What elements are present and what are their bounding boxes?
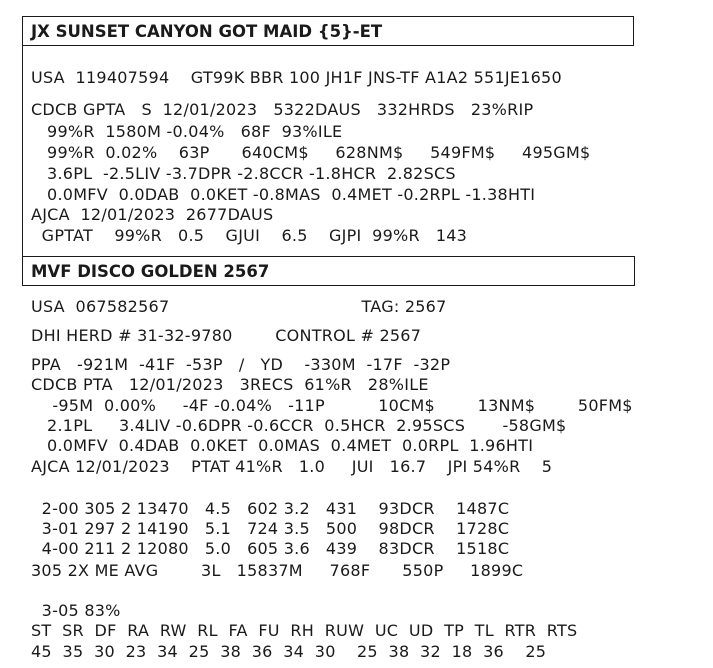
cow-health-line: 2.1PL 3.4LIV -0.6DPR -0.6CCR 0.5HCR 2.95SCS -58GM$ [31, 416, 567, 435]
classification-score: 3-05 83% [31, 601, 121, 620]
cow-production-line: -95M 0.00% -4F -0.04% -11P 10CM$ 13NM$ 50FM$ [31, 396, 633, 415]
lactation-row: 3-01 297 2 14190 5.1 724 3.5 500 98DCR 1728C [31, 519, 510, 538]
lactation-row: 4-00 211 2 12080 5.0 605 3.6 439 83DCR 1518C [31, 539, 510, 558]
sire-gptat-line: GPTAT 99%R 0.5 GJUI 6.5 GJPI 99%R 143 [31, 226, 468, 245]
cow-herd-line: DHI HERD # 31-32-9780 CONTROL # 2567 [31, 326, 422, 345]
sire-ajca-line: AJCA 12/01/2023 2677DAUS [31, 205, 274, 224]
linear-traits-values: 45 35 30 23 34 25 38 36 34 30 25 38 32 18 36 25 [31, 642, 547, 661]
sire-production-line: 99%R 1580M -0.04% 68F 93%ILE [31, 122, 343, 141]
cow-wellness-line: 0.0MFV 0.4DAB 0.0KET 0.0MAS 0.4MET 0.0RPL 1.96HTI [31, 436, 534, 455]
sire-section-border [22, 46, 23, 256]
sire-health-line: 3.6PL -2.5LIV -3.7DPR -2.8CCR -1.8HCR 2.82SCS [31, 164, 456, 183]
sire-index-line: 99%R 0.02% 63P 640CM$ 628NM$ 549FM$ 495GM$ [31, 143, 591, 162]
cow-id-line: USA 067582567 TAG: 2567 [31, 297, 447, 316]
cow-cdcb-pta-line: CDCB PTA 12/01/2023 3RECS 61%R 28%ILE [31, 375, 429, 394]
cow-name-header: MVF DISCO GOLDEN 2567 [22, 256, 635, 286]
linear-traits-header: ST SR DF RA RW RL FA FU RH RUW UC UD TP TL RTR RTS [31, 621, 578, 640]
sire-id-line: USA 119407594 GT99K BBR 100 JH1F JNS-TF A1A2 551JE1650 [31, 68, 562, 87]
cow-ajca-line: AJCA 12/01/2023 PTAT 41%R 1.0 JUI 16.7 JPI 54%R 5 [31, 457, 553, 476]
lactation-row: 2-00 305 2 13470 4.5 602 3.2 431 93DCR 1487C [31, 499, 510, 518]
sire-wellness-line: 0.0MFV 0.0DAB 0.0KET -0.8MAS 0.4MET -0.2RPL -1.38HTI [31, 185, 536, 204]
sire-name-header: JX SUNSET CANYON GOT MAID {5}-ET [22, 16, 634, 46]
lactation-average-row: 305 2X ME AVG 3L 15837M 768F 550P 1899C [31, 561, 524, 580]
sire-cdcb-gpta-line: CDCB GPTA S 12/01/2023 5322DAUS 332HRDS 23%RIP [31, 100, 534, 119]
cow-ppa-line: PPA -921M -41F -53P / YD -330M -17F -32P [31, 355, 451, 374]
